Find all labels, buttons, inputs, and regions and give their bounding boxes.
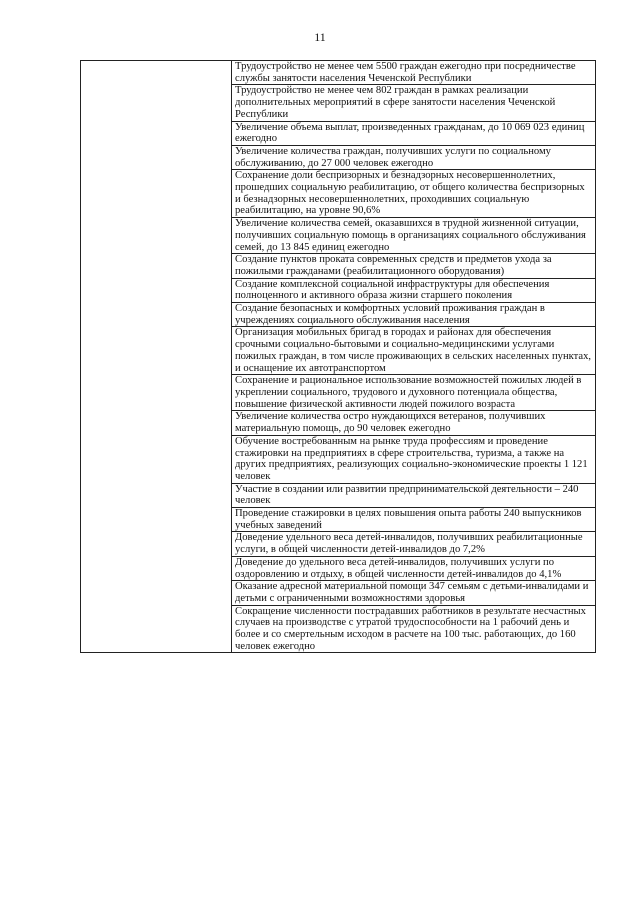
- result-cell: Участие в создании или развитии предпринимательской деятельности – 240 человек: [232, 483, 596, 507]
- result-cell: Трудоустройство не менее чем 5500 граждан ежегодно при посредничестве службы занятости населения Чеченской Республики: [232, 61, 596, 85]
- page-number: 11: [314, 30, 326, 44]
- result-cell: Сохранение доли беспризорных и безнадзорных несовершеннолетних, прошедших социальную реабилитацию, от общего количества беспризорных и безнадзорных несовершеннолетних, проходивших социальную реабилитацию, на уровне 90,6%: [232, 170, 596, 218]
- result-cell: Увеличение количества граждан, получивших услуги по социальному обслуживанию, до 27 000 человек ежегодно: [232, 145, 596, 169]
- left-column-cell: [81, 61, 232, 653]
- result-cell: Создание пунктов проката современных средств и предметов ухода за пожилыми гражданами (реабилитационного оборудования): [232, 254, 596, 278]
- result-cell: Доведение удельного веса детей-инвалидов, получивших реабилитационные услуги, в общей численности детей-инвалидов до 7,2%: [232, 532, 596, 556]
- table-row: [81, 61, 596, 85]
- result-cell: Создание безопасных и комфортных условий проживания граждан в учреждениях социального обслуживания населения: [232, 303, 596, 327]
- result-cell: Увеличение объема выплат, произведенных гражданам, до 10 069 023 единиц ежегодно: [232, 121, 596, 145]
- result-cell: Проведение стажировки в целях повышения опыта работы 240 выпускников учебных заведений: [232, 508, 596, 532]
- results-table: [80, 60, 596, 653]
- result-cell: Обучение востребованным на рынке труда профессиям и проведение стажировки на предприятиях в сфере строительства, туризма, а также на других предприятиях, реализующих социально-экономические проекты 1 121 человек: [232, 435, 596, 483]
- result-cell: Организация мобильных бригад в городах и районах для обеспечения срочными социально-бытовыми и социально-медицинскими услугами пожилых граждан, в том числе проживающих в сельских населенных пунктах, и оснащение их автотранспортом: [232, 327, 596, 375]
- result-cell: Сокращение численности пострадавших работников в результате несчастных случаев на производстве с утратой трудоспособности на 1 рабочий день и более и со смертельным исходом в расчете на 100 тыс. работающих, до 160 человек ежегодно: [232, 605, 596, 653]
- result-cell: Оказание адресной материальной помощи 347 семьям с детьми-инвалидами и детьми с ограниченными возможностями здоровья: [232, 581, 596, 605]
- result-cell: Сохранение и рациональное использование возможностей пожилых людей в укреплении социального, трудового и духовного потенциала общества, повышение физической активности людей пожилого возраста: [232, 375, 596, 411]
- result-cell: Увеличение количества остро нуждающихся ветеранов, получивших материальную помощь, до 90 человек ежегодно: [232, 411, 596, 435]
- result-cell: Доведение до удельного веса детей-инвалидов, получивших услуги по оздоровлению и отдыху, в общей численности детей-инвалидов до 4,1%: [232, 556, 596, 580]
- result-cell: Создание комплексной социальной инфраструктуры для обеспечения полноценного и активного образа жизни старшего поколения: [232, 278, 596, 302]
- result-cell: Увеличение количества семей, оказавшихся в трудной жизненной ситуации, получивших социальную помощь в организациях социального обслуживания семей, до 13 845 единиц ежегодно: [232, 218, 596, 254]
- result-cell: Трудоустройство не менее чем 802 граждан в рамках реализации дополнительных мероприятий в сфере занятости населения Чеченской Республики: [232, 85, 596, 121]
